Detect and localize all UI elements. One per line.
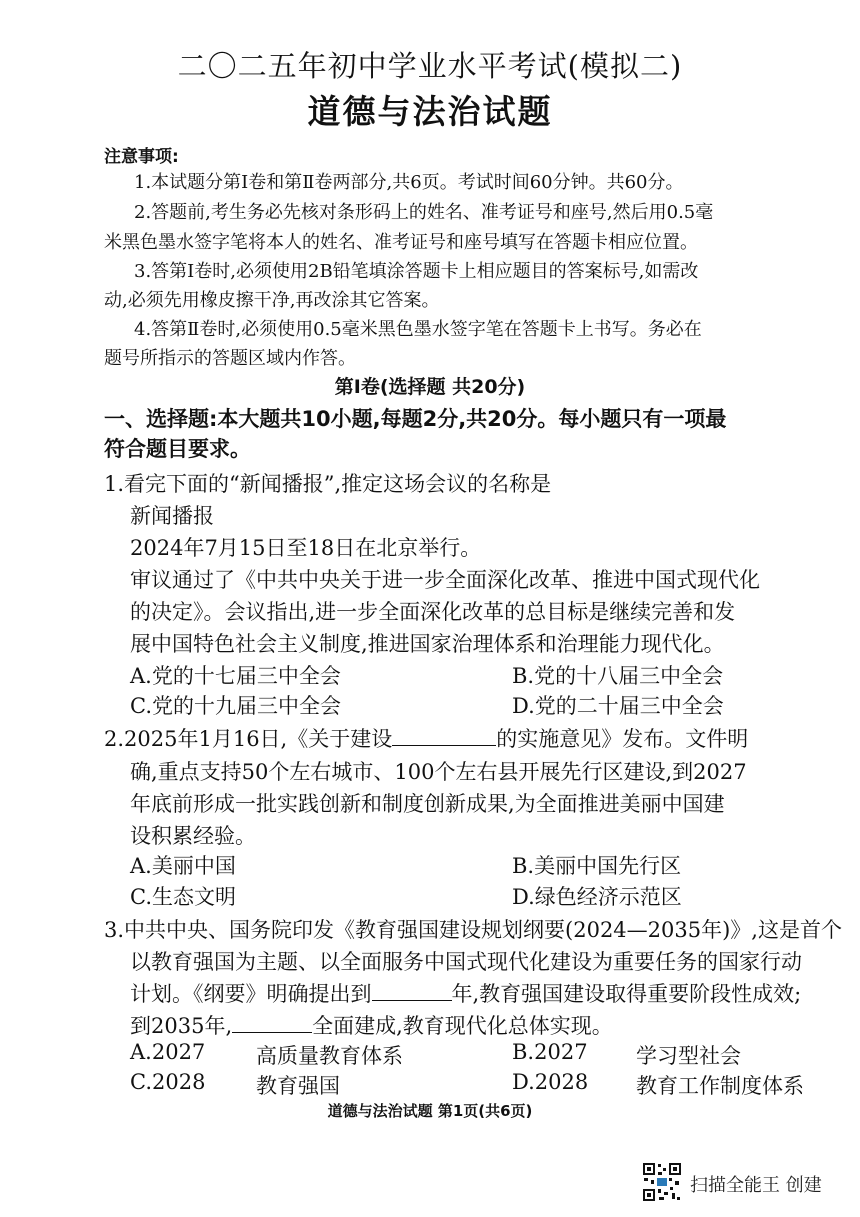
notice-line: 1.本试题分第Ⅰ卷和第Ⅱ卷两部分,共6页。考试时间60分钟。共60分。	[134, 172, 684, 193]
part-instruction: 符合题目要求。	[104, 437, 251, 461]
q3-stem-line	[130, 978, 801, 1008]
q3-stem-part: 全面建成,教育现代化总体实现。	[312, 1014, 613, 1038]
q2-stem-part: 的实施意见》发布。文件明	[496, 727, 749, 751]
page-footer: 道德与法治试题 第1页(共6页)	[327, 1102, 533, 1120]
q2-stem-line: 确,重点支持50个左右城市、100个左右县开展先行区建设,到2027	[130, 760, 747, 784]
q1-option-b[interactable]: B.党的十八届三中全会	[512, 664, 724, 688]
q1-news-line: 2024年7月15日至18日在北京举行。	[130, 536, 482, 560]
qr-code-icon	[642, 1162, 682, 1202]
q1-news-line: 展中国特色社会主义制度,推进国家治理体系和治理能力现代化。	[130, 632, 725, 656]
q3-option-a-letter[interactable]: A.2027	[130, 1040, 206, 1064]
q3-stem-line: 3.中共中央、国务院印发《教育强国建设规划纲要(2024—2035年)》,这是首个	[104, 918, 842, 942]
answer-blank	[232, 1014, 312, 1033]
q3-option-b-letter[interactable]: B.2027	[512, 1040, 588, 1064]
q3-stem-part: 计划。《纲要》明确提出到	[130, 982, 372, 1006]
q3-option-d-text[interactable]: 教育工作制度体系	[636, 1074, 804, 1098]
q3-stem-part: 到2035年,	[130, 1014, 233, 1038]
exam-title: 二〇二五年初中学业水平考试(模拟二)	[177, 49, 683, 83]
answer-blank	[392, 727, 496, 746]
q3-option-a-text[interactable]: 高质量教育体系	[256, 1044, 403, 1068]
notice-line: 3.答第Ⅰ卷时,必须使用2B铅笔填涂答题卡上相应题目的答案标号,如需改	[134, 261, 699, 282]
q2-option-a[interactable]: A.美丽中国	[130, 854, 236, 878]
q3-stem-line	[130, 1010, 613, 1040]
q2-option-b[interactable]: B.美丽中国先行区	[512, 854, 682, 878]
q2-option-c[interactable]: C.生态文明	[130, 885, 236, 909]
q2-option-d[interactable]: D.绿色经济示范区	[512, 885, 682, 909]
notice-line: 题号所指示的答题区域内作答。	[104, 348, 356, 369]
answer-blank	[372, 982, 452, 1001]
q2-stem-line: 年底前形成一批实践创新和制度创新成果,为全面推进美丽中国建	[130, 792, 725, 816]
q3-stem-part: 年,教育强国建设取得重要阶段性成效;	[451, 982, 802, 1006]
notice-line: 2.答题前,考生务必先核对条形码上的姓名、准考证号和座号,然后用0.5毫	[134, 202, 714, 223]
watermark-text: 扫描全能王 创建	[690, 1175, 822, 1196]
q1-option-c[interactable]: C.党的十九届三中全会	[130, 694, 341, 718]
q3-option-c-text[interactable]: 教育强国	[256, 1074, 340, 1098]
q1-news-title: 新闻播报	[130, 504, 214, 528]
q2-stem-line: 设积累经验。	[130, 824, 256, 848]
section-title: 第Ⅰ卷(选择题 共20分)	[334, 376, 526, 398]
notice-line: 米黑色墨水签字笔将本人的姓名、准考证号和座号填写在答题卡相应位置。	[104, 232, 698, 253]
notice-heading: 注意事项:	[104, 147, 179, 167]
notice-line: 动,必须先用橡皮擦干净,再改涂其它答案。	[104, 290, 440, 311]
q1-news-line: 审议通过了《中共中央关于进一步全面深化改革、推进中国式现代化	[130, 568, 760, 592]
subject-title: 道德与法治试题	[307, 92, 553, 131]
q3-option-d-letter[interactable]: D.2028	[512, 1070, 589, 1094]
q1-option-d[interactable]: D.党的二十届三中全会	[512, 694, 724, 718]
notice-line: 4.答第Ⅱ卷时,必须使用0.5毫米黑色墨水签字笔在答题卡上书写。务必在	[134, 319, 702, 340]
q2-stem-part: 2.2025年1月16日,《关于建设	[104, 727, 393, 751]
q1-news-line: 的决定》。会议指出,进一步全面深化改革的总目标是继续完善和发	[130, 600, 736, 624]
q3-option-b-text[interactable]: 学习型社会	[636, 1044, 741, 1068]
part-instruction: 一、选择题:本大题共10小题,每题2分,共20分。每小题只有一项最	[104, 407, 727, 431]
q1-option-a[interactable]: A.党的十七届三中全会	[130, 664, 341, 688]
q2-stem-line	[104, 723, 748, 753]
q1-stem: 1.看完下面的“新闻播报”,推定这场会议的名称是	[104, 472, 552, 496]
q3-stem-line: 以教育强国为主题、以全面服务中国式现代化建设为重要任务的国家行动	[130, 950, 802, 974]
q3-option-c-letter[interactable]: C.2028	[130, 1070, 206, 1094]
